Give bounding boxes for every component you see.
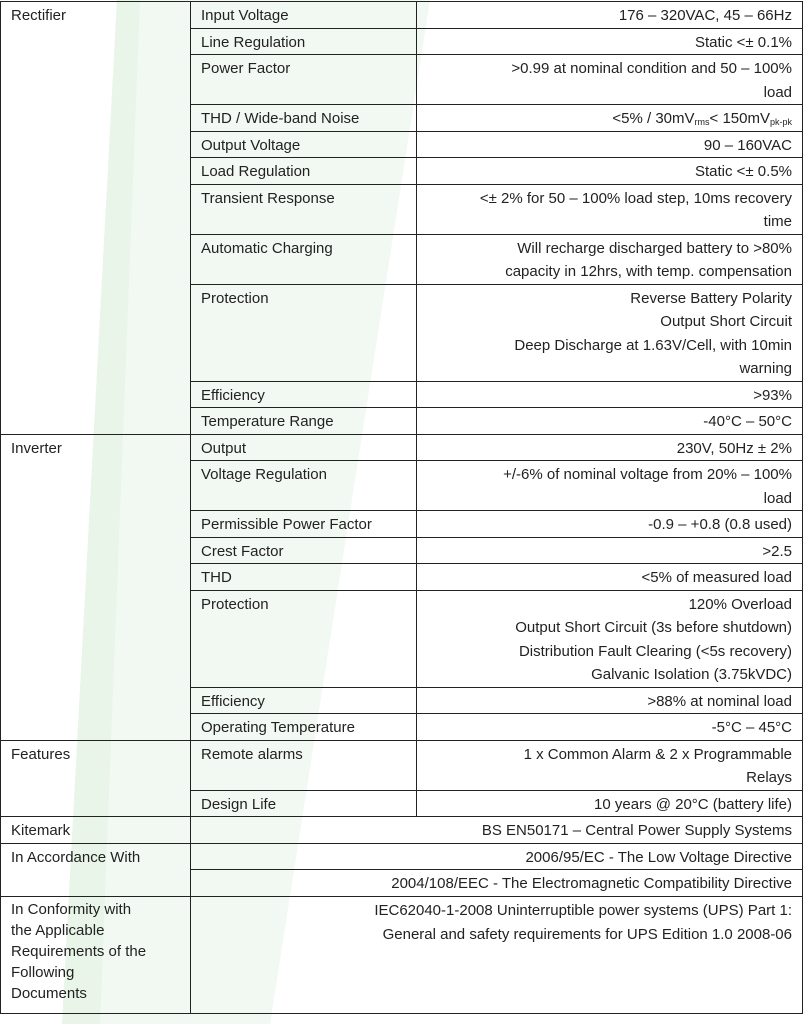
text-line: >2.5 [762,542,792,560]
parameter-value [417,131,803,158]
parameter-value [417,434,803,461]
parameter-name: Line Regulation [191,28,417,55]
text-line: +/-6% of nominal voltage from 20% – 100% [503,466,792,483]
text-segment: < 150mV [709,110,770,127]
text-line: 1 x Common Alarm & 2 x Programmable [523,745,792,763]
text-line: Deep Discharge at 1.63V/Cell, with 10min [514,336,792,354]
parameter-value [417,687,803,714]
text-line: IEC62040-1-2008 Uninterruptible power systems (UPS) Part 1: [374,901,792,919]
text-line: Output Short Circuit (3s before shutdown) [515,619,792,636]
text-line: BS EN50171 – Central Power Supply Systems [481,822,792,839]
text-line: Distribution Fault Clearing (<5s recovery) [518,642,792,660]
parameter-name: Output [191,434,417,461]
section-value [191,870,803,897]
text-line: General and safety requirements for UPS Edition 1.0 2008-06 [382,925,792,943]
section-value [191,896,803,1013]
parameter-name: Protection [191,284,417,381]
text-line: 120% Overload [688,595,792,613]
text-segment: <5% / 30mV [612,110,695,127]
text-line: 2004/108/EEC - The Electromagnetic Compatibility Directive [391,875,792,892]
parameter-value [417,105,803,132]
parameter-value [417,590,803,687]
text-line: 90 – 160VAC [703,136,792,154]
text-line: Requirements of the [11,942,147,960]
parameter-name: Temperature Range [191,408,417,435]
parameter-name: Power Factor [191,55,417,105]
text-line: Static <± 0.1% [694,33,792,51]
parameter-name: Automatic Charging [191,234,417,284]
parameter-value [417,234,803,284]
text-line: Following [11,963,75,981]
parameter-value [417,511,803,538]
parameter-name: Permissible Power Factor [191,511,417,538]
text-line: load [763,83,792,101]
table-row [1,896,803,1013]
text-line: <5% of measured load [641,569,792,586]
text-line: Documents [11,984,87,1002]
table-row [1,2,803,29]
table-row [1,434,803,461]
parameter-value [417,564,803,591]
parameter-value [417,461,803,511]
text-line: capacity in 12hrs, with temp. compensation [505,263,792,280]
specifications-table [0,1,803,1014]
section-value [191,817,803,844]
parameter-name: Efficiency [191,687,417,714]
text-line: <± 2% for 50 – 100% load step, 10ms recovery [479,189,792,207]
text-line: the Applicable [11,921,105,939]
parameter-name: Transient Response [191,184,417,234]
parameter-value [417,790,803,817]
text-line: Output Short Circuit [660,313,792,330]
text-line: >93% [753,386,792,404]
section-label [1,896,191,1013]
parameter-name: THD [191,564,417,591]
parameter-value [417,408,803,435]
parameter-value [417,740,803,790]
text-line: -40°C – 50°C [703,413,792,430]
parameter-name: Operating Temperature [191,714,417,741]
section-label: Kitemark [1,817,191,844]
parameter-name: Voltage Regulation [191,461,417,511]
text-line: Reverse Battery Polarity [630,289,792,307]
section-label: Rectifier [1,2,191,435]
table-row [1,817,803,844]
section-label: Inverter [1,434,191,740]
parameter-value [417,28,803,55]
text-line: 230V, 50Hz ± 2% [676,439,792,457]
subscript: pk-pk [769,117,792,127]
parameter-name: Output Voltage [191,131,417,158]
parameter-value [417,158,803,185]
parameter-value [417,381,803,408]
parameter-name: Efficiency [191,381,417,408]
section-label: Features [1,740,191,817]
subscript: rms [694,117,710,127]
table-row [1,843,803,870]
text-line: 2006/95/EC - The Low Voltage Directive [525,848,792,866]
parameter-name: Design Life [191,790,417,817]
text-line: Galvanic Isolation (3.75kVDC) [591,666,792,683]
text-line: >0.99 at nominal condition and 50 – 100% [511,60,792,77]
parameter-name: Remote alarms [191,740,417,790]
text-line: Static <± 0.5% [694,163,792,180]
text-line: -5°C – 45°C [711,719,792,736]
text-line: Will recharge discharged battery to >80% [517,239,792,257]
text-line: time [763,213,792,230]
parameter-name: THD / Wide-band Noise [191,105,417,132]
section-label: In Accordance With [1,843,191,896]
text-line [427,107,792,131]
section-value [191,843,803,870]
parameter-value [417,714,803,741]
text-line: warning [739,360,792,377]
text-line: 176 – 320VAC, 45 – 66Hz [618,7,792,24]
parameter-name: Crest Factor [191,537,417,564]
parameter-name: Load Regulation [191,158,417,185]
text-line: 10 years @ 20°C (battery life) [594,795,792,813]
text-line: In Conformity with [11,900,132,918]
parameter-value [417,184,803,234]
parameter-name: Input Voltage [191,2,417,29]
text-line: >88% at nominal load [647,692,792,710]
table-row [1,740,803,790]
parameter-value [417,284,803,381]
text-line: Relays [746,769,792,786]
parameter-name: Protection [191,590,417,687]
text-line: load [763,489,792,507]
parameter-value [417,537,803,564]
parameter-value [417,2,803,29]
parameter-value [417,55,803,105]
text-line: -0.9 – +0.8 (0.8 used) [648,516,792,533]
